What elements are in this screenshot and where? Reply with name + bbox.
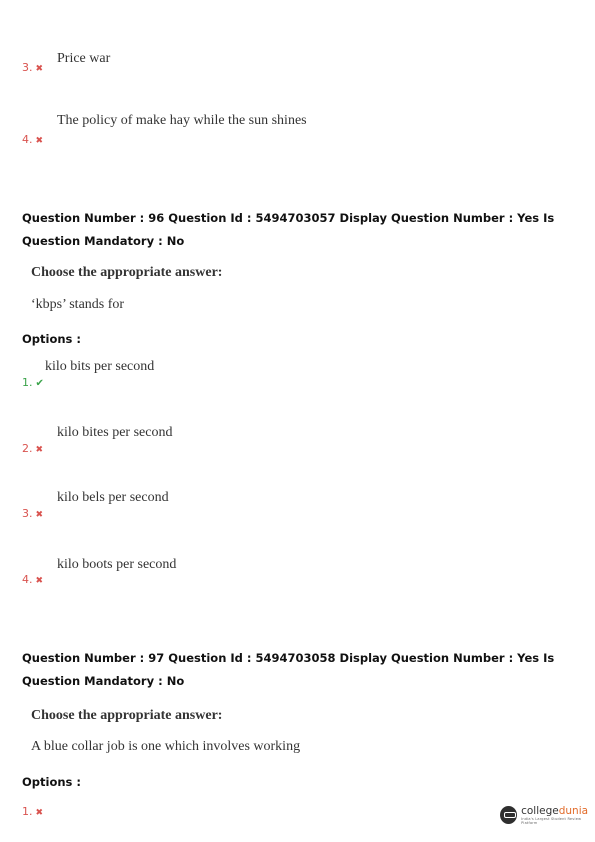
option-4 <box>22 130 43 148</box>
question-instruction: Choose the appropriate answer: <box>31 265 223 280</box>
option-number: 2. <box>22 442 33 455</box>
question-instruction: Choose the appropriate answer: <box>31 708 223 723</box>
wrong-icon: ✖ <box>35 575 44 585</box>
options-label: Options : <box>22 775 81 789</box>
option-text: kilo bits per second <box>45 359 155 374</box>
correct-check-icon: ✔ <box>35 378 44 389</box>
option-text: kilo bites per second <box>57 425 173 440</box>
option-number: 4. <box>22 133 33 146</box>
option-text: The policy of make hay while the sun shines <box>57 113 307 128</box>
option-3 <box>22 58 43 76</box>
logo-name: collegedunia <box>521 805 589 817</box>
options-label: Options : <box>22 332 81 346</box>
option-1 <box>22 802 43 820</box>
option-3 <box>22 504 43 522</box>
option-number: 3. <box>22 507 33 520</box>
option-number: 4. <box>22 573 33 586</box>
option-2 <box>22 439 43 457</box>
wrong-icon: ✖ <box>35 444 44 454</box>
option-number: 3. <box>22 61 33 74</box>
option-number: 1. <box>22 376 33 389</box>
option-text: Price war <box>57 51 111 66</box>
option-text: kilo bels per second <box>57 490 169 505</box>
option-1 <box>22 373 44 391</box>
logo-tagline: India's Largest Student Review Platform <box>521 817 582 825</box>
question-header: Question Number : 96 Question Id : 5494703057 Display Question Number : Yes Is Question Mandatory : No <box>22 211 555 248</box>
option-text: kilo boots per second <box>57 557 177 572</box>
wrong-icon: ✖ <box>35 135 44 145</box>
wrong-icon: ✖ <box>35 807 44 817</box>
graduate-logo-icon <box>500 806 517 824</box>
question-text: A blue collar job is one which involves working <box>31 739 301 754</box>
wrong-icon: ✖ <box>35 509 44 519</box>
question-header: Question Number : 97 Question Id : 5494703058 Display Question Number : Yes Is Question Mandatory : No <box>22 651 555 688</box>
option-4 <box>22 570 43 588</box>
option-number: 1. <box>22 805 33 818</box>
collegedunia-logo <box>500 805 595 825</box>
question-text: ‘kbps’ stands for <box>31 297 125 312</box>
wrong-icon: ✖ <box>35 63 44 73</box>
